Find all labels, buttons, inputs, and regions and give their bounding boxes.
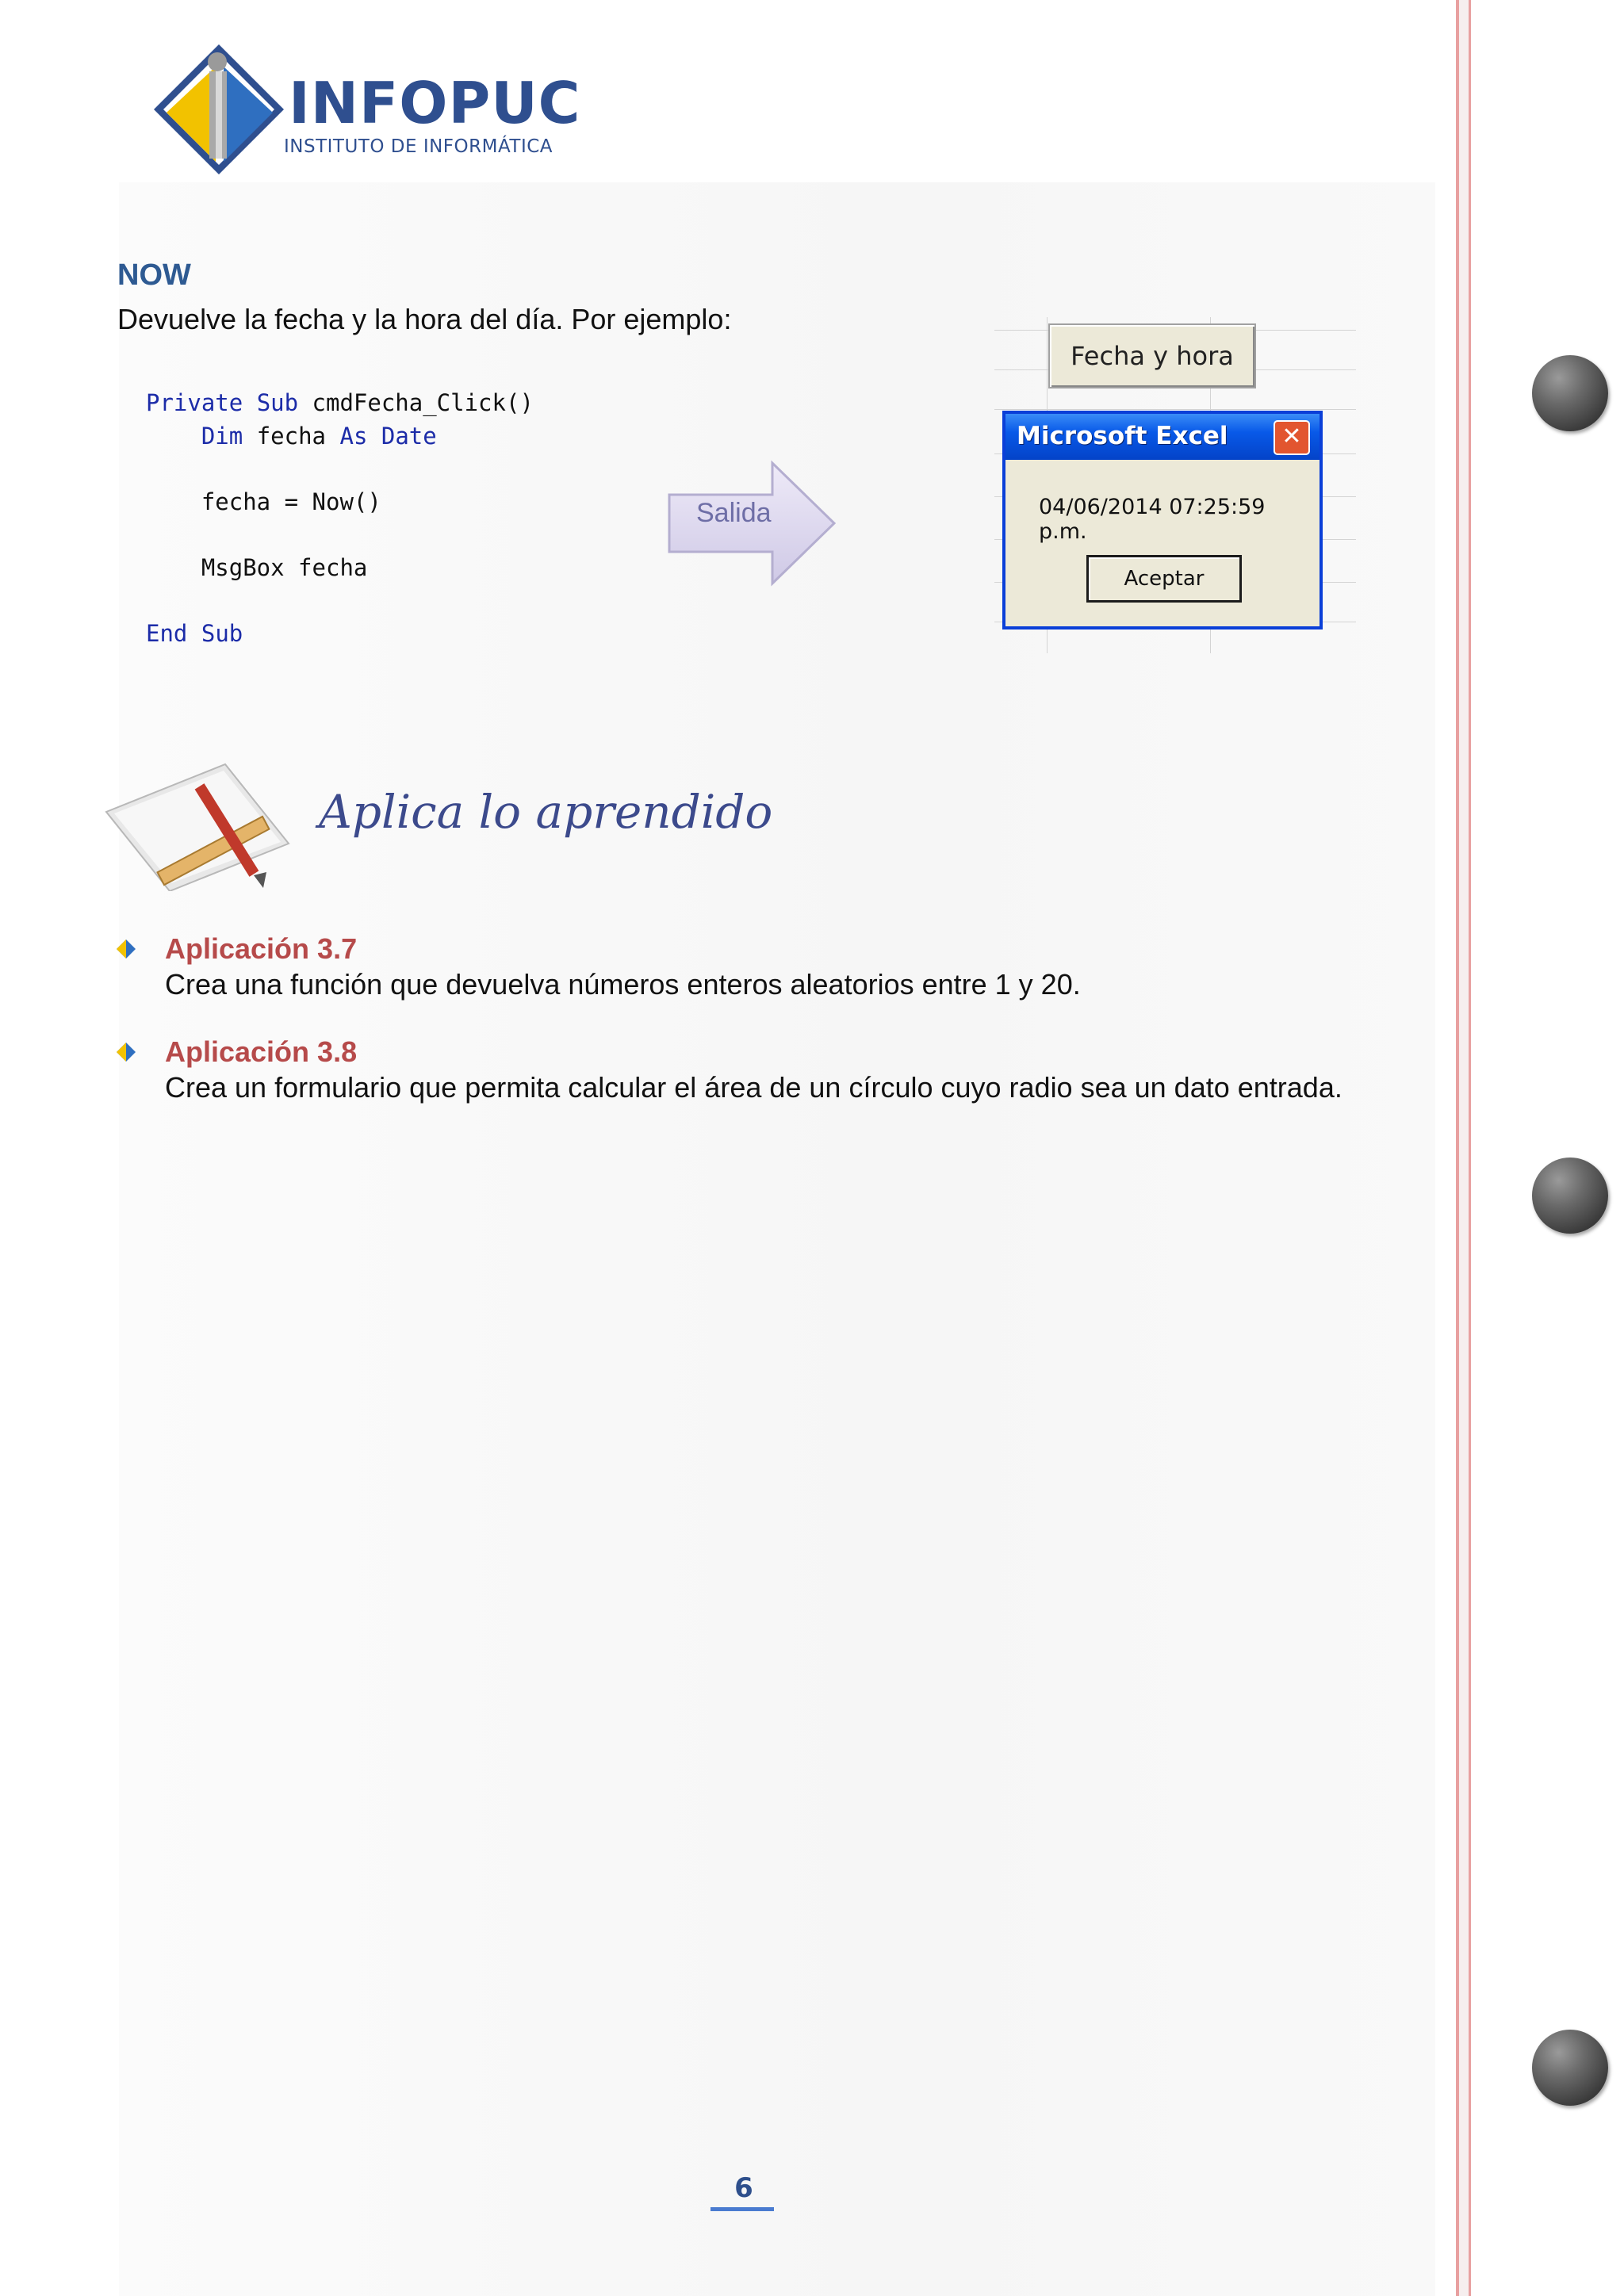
code-text: fecha (256, 422, 327, 450)
section-title: NOW (117, 258, 191, 292)
logo-subtitle: INSTITUTO DE INFORMÁTICA (284, 136, 553, 157)
code-keyword: Sub (256, 389, 299, 416)
application-title: Aplicación 3.7 (165, 932, 358, 965)
logo-name: INFOPUC (289, 70, 581, 136)
code-keyword: Private (146, 389, 243, 416)
application-title: Aplicación 3.8 (165, 1035, 358, 1068)
excel-msgbox (1002, 411, 1323, 629)
code-keyword: Sub (201, 619, 243, 647)
code-keyword: As (339, 422, 368, 450)
code-block (146, 387, 534, 650)
tools-icon (98, 756, 304, 891)
application-description: Crea un formulario que permita calcular el área de un círculo cuyo radio sea un dato entrada. (165, 1071, 1342, 1104)
infopuc-logo (147, 40, 581, 182)
infopuc-logo-mark (147, 40, 290, 182)
close-icon[interactable]: ✕ (1274, 420, 1310, 455)
binder-hole (1532, 2030, 1608, 2106)
diamond-bullet-icon (116, 939, 136, 959)
code-keyword: End (146, 619, 188, 647)
code-text: MsgBox fecha (201, 553, 368, 581)
apply-title: Aplica lo aprendido (319, 785, 773, 839)
diamond-bullet-icon (116, 1042, 136, 1062)
code-text: cmdFecha_Click() (312, 389, 534, 416)
msgbox-title: Microsoft Excel (1017, 422, 1228, 450)
grid-line (994, 409, 1356, 410)
code-text: fecha = Now() (201, 488, 381, 515)
binder-hole (1532, 355, 1608, 431)
section-description: Devuelve la fecha y la hora del día. Por ejemplo: (117, 303, 732, 335)
arrow-label: Salida (696, 498, 772, 528)
msgbox-titlebar (1005, 414, 1320, 460)
application-description: Crea una función que devuelva números enteros aleatorios entre 1 y 20. (165, 968, 1081, 1001)
code-keyword: Dim (201, 422, 243, 450)
binder-hole (1532, 1158, 1608, 1234)
margin-line (1469, 0, 1471, 2296)
msgbox-message: 04/06/2014 07:25:59 p.m. (1039, 495, 1266, 544)
aceptar-button[interactable]: Aceptar (1086, 555, 1242, 603)
page-number: 6 (734, 2172, 753, 2204)
margin-strip (1459, 0, 1469, 2296)
page-number-underline (710, 2207, 774, 2211)
fecha-hora-button[interactable]: Fecha y hora (1048, 323, 1256, 388)
code-keyword: Date (381, 422, 437, 450)
